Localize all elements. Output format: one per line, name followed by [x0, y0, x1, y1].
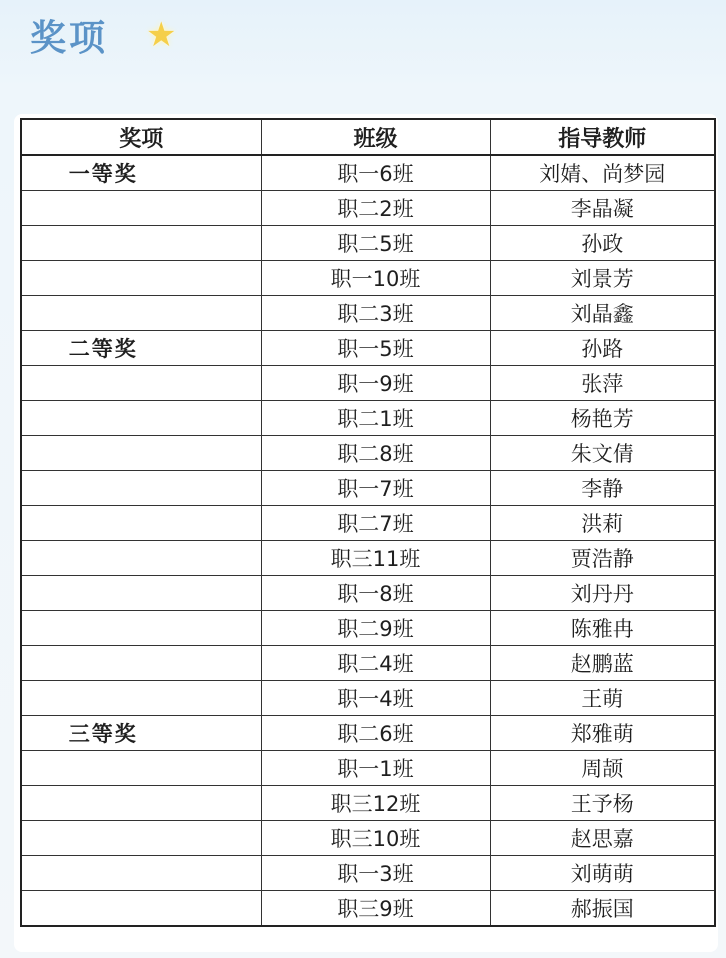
table-row	[21, 716, 715, 751]
table-row	[21, 506, 715, 541]
teacher-cell: 刘晶鑫	[490, 296, 715, 331]
award-cell	[21, 611, 261, 646]
teacher-cell: 刘景芳	[490, 261, 715, 296]
header-class: 班级	[261, 119, 490, 155]
teacher-cell: 杨艳芳	[490, 401, 715, 436]
table-row	[21, 191, 715, 226]
teacher-cell: 王萌	[490, 681, 715, 716]
class-cell: 职二3班	[261, 296, 490, 331]
table-row	[21, 296, 715, 331]
header-award: 奖项	[21, 119, 261, 155]
teacher-cell: 朱文倩	[490, 436, 715, 471]
award-cell	[21, 191, 261, 226]
class-cell: 职一5班	[261, 331, 490, 366]
teacher-cell: 贾浩静	[490, 541, 715, 576]
table-row	[21, 331, 715, 366]
table-body	[21, 155, 715, 926]
award-cell: 二等奖	[21, 331, 261, 366]
class-cell: 职一4班	[261, 681, 490, 716]
award-cell: 一等奖	[21, 155, 261, 191]
class-cell: 职一10班	[261, 261, 490, 296]
teacher-cell: 周颉	[490, 751, 715, 786]
award-cell	[21, 751, 261, 786]
teacher-cell: 孙政	[490, 226, 715, 261]
class-cell: 职一8班	[261, 576, 490, 611]
award-cell	[21, 436, 261, 471]
class-cell: 职一3班	[261, 856, 490, 891]
table-row	[21, 611, 715, 646]
teacher-cell: 陈雅冉	[490, 611, 715, 646]
teacher-cell: 郑雅萌	[490, 716, 715, 751]
table-row	[21, 681, 715, 716]
award-cell	[21, 821, 261, 856]
award-cell: 三等奖	[21, 716, 261, 751]
header-teacher: 指导教师	[490, 119, 715, 155]
table-row	[21, 155, 715, 191]
table-row	[21, 471, 715, 506]
table-row	[21, 366, 715, 401]
table-row	[21, 541, 715, 576]
table-header-row	[21, 119, 715, 155]
class-cell: 职三11班	[261, 541, 490, 576]
table-row	[21, 401, 715, 436]
teacher-cell: 刘婧、尚梦园	[490, 155, 715, 191]
award-cell	[21, 646, 261, 681]
teacher-cell: 李晶凝	[490, 191, 715, 226]
award-cell	[21, 296, 261, 331]
table-row	[21, 646, 715, 681]
award-table	[20, 118, 716, 927]
award-cell	[21, 681, 261, 716]
class-cell: 职二5班	[261, 226, 490, 261]
teacher-cell: 张萍	[490, 366, 715, 401]
table-row	[21, 821, 715, 856]
table-row	[21, 436, 715, 471]
class-cell: 职一6班	[261, 155, 490, 191]
award-cell	[21, 891, 261, 927]
class-cell: 职一1班	[261, 751, 490, 786]
table-row	[21, 856, 715, 891]
class-cell: 职二1班	[261, 401, 490, 436]
award-cell	[21, 856, 261, 891]
class-cell: 职二4班	[261, 646, 490, 681]
teacher-cell: 李静	[490, 471, 715, 506]
class-cell: 职三12班	[261, 786, 490, 821]
teacher-cell: 赵思嘉	[490, 821, 715, 856]
class-cell: 职一9班	[261, 366, 490, 401]
class-cell: 职二6班	[261, 716, 490, 751]
table-row	[21, 261, 715, 296]
teacher-cell: 赵鹏蓝	[490, 646, 715, 681]
award-cell	[21, 576, 261, 611]
teacher-cell: 洪莉	[490, 506, 715, 541]
table-row	[21, 786, 715, 821]
table-row	[21, 891, 715, 927]
teacher-cell: 刘丹丹	[490, 576, 715, 611]
award-cell	[21, 261, 261, 296]
page-title: 奖项	[30, 17, 109, 59]
section-heading	[30, 10, 177, 60]
class-cell: 职二2班	[261, 191, 490, 226]
teacher-cell: 刘萌萌	[490, 856, 715, 891]
class-cell: 职一7班	[261, 471, 490, 506]
class-cell: 职二7班	[261, 506, 490, 541]
award-cell	[21, 786, 261, 821]
class-cell: 职三10班	[261, 821, 490, 856]
award-sheet	[14, 114, 718, 952]
star-icon: ★	[146, 15, 177, 55]
table-row	[21, 576, 715, 611]
award-cell	[21, 541, 261, 576]
award-cell	[21, 366, 261, 401]
award-cell	[21, 506, 261, 541]
class-cell: 职三9班	[261, 891, 490, 927]
table-row	[21, 226, 715, 261]
table-row	[21, 751, 715, 786]
teacher-cell: 孙路	[490, 331, 715, 366]
teacher-cell: 郝振国	[490, 891, 715, 927]
award-cell	[21, 226, 261, 261]
class-cell: 职二9班	[261, 611, 490, 646]
class-cell: 职二8班	[261, 436, 490, 471]
award-cell	[21, 471, 261, 506]
award-cell	[21, 401, 261, 436]
teacher-cell: 王予杨	[490, 786, 715, 821]
